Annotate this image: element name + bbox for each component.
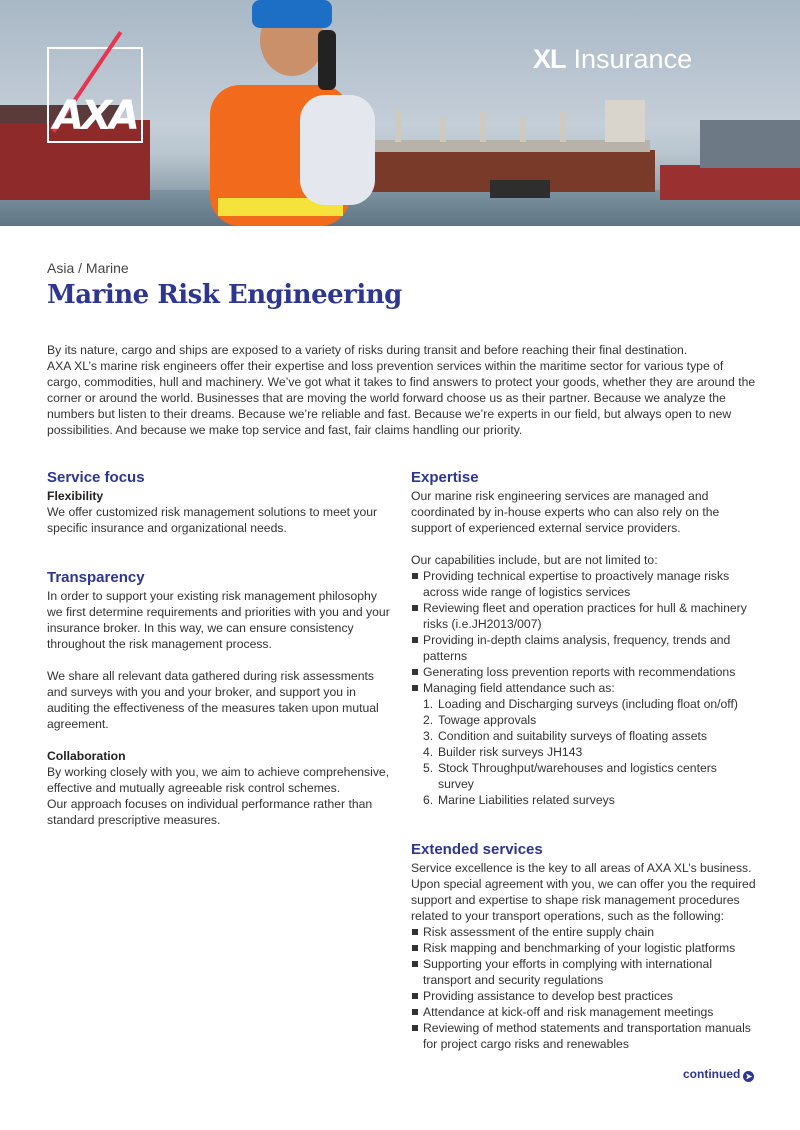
list-item: Reviewing of method statements and transportation manuals for project cargo risks and renewables xyxy=(423,1020,756,1052)
list-item xyxy=(423,728,756,744)
list-number: 4. xyxy=(423,745,434,759)
list-text: Condition and suitability surveys of floating assets xyxy=(438,729,707,743)
intro-paragraph: AXA XL’s marine risk engineers offer their expertise and loss prevention services within the maritime sector for various type of cargo, commodities, hull and machinery. We’ve got what it takes to find answers to protect your goods, whether they are around the corner or around the world. Businesses that are moving the world forward choose us as their partner. Because we analyze the numbers but listen to their dreams. Because we’re reliable and fast. Because we’re experts in our field, but always open to new possibilities. And because we make top service and fast, fair claims handling our priority. xyxy=(47,359,756,438)
transparency-text-2: We share all relevant data gathered during risk assessments and surveys with you and your broker, and support you in auditing the effectiveness of the measures taken upon mutual agreement. xyxy=(47,669,379,731)
list-item xyxy=(423,744,756,760)
list-item: Reviewing fleet and operation practices for hull & machinery risks (i.e.JH2013/007) xyxy=(423,600,756,632)
arrow-right-icon: ➤ xyxy=(743,1071,754,1082)
expertise-heading: Expertise xyxy=(411,469,479,486)
list-number: 2. xyxy=(423,713,434,727)
service-focus-heading: Service focus xyxy=(47,469,145,486)
hero-banner xyxy=(0,0,800,226)
list-text: Loading and Discharging surveys (including float on/off) xyxy=(438,697,738,711)
xl-insurance-logo xyxy=(533,44,692,75)
capabilities-list xyxy=(411,568,756,696)
list-number: 6. xyxy=(423,793,434,807)
xl-logo-mark: XL xyxy=(533,44,566,74)
list-item: Risk mapping and benchmarking of your logistic platforms xyxy=(423,940,756,956)
collaboration-text-2: Our approach focuses on individual performance rather than standard prescriptive measures. xyxy=(47,797,373,827)
list-item xyxy=(423,760,756,792)
list-number: 3. xyxy=(423,729,434,743)
intro-text xyxy=(47,342,757,439)
list-item: Providing in-depth claims analysis, frequency, trends and patterns xyxy=(423,632,756,664)
collaboration-text-1: By working closely with you, we aim to achieve comprehensive, effective and mutually agreeable risk control schemes. xyxy=(47,765,390,795)
list-item: Supporting your efforts in complying with international transport and security regulations xyxy=(423,956,756,988)
list-item: Providing technical expertise to proactively manage risks across wide range of logistics services xyxy=(423,568,756,600)
expertise-text: Our marine risk engineering services are managed and coordinated by in-house experts who can also rely on the support of experienced external service providers. xyxy=(411,489,720,535)
continued-label: continued xyxy=(683,1067,741,1081)
transparency-heading: Transparency xyxy=(47,569,145,586)
extended-services-heading: Extended services xyxy=(411,841,543,858)
list-item: Risk assessment of the entire supply chain xyxy=(423,924,756,940)
list-item: Managing field attendance such as: xyxy=(423,680,756,696)
collaboration-subheading: Collaboration xyxy=(47,749,126,763)
list-item: Providing assistance to develop best practices xyxy=(423,988,756,1004)
flexibility-subheading: Flexibility xyxy=(47,489,104,503)
intro-paragraph: By its nature, cargo and ships are exposed to a variety of risks during transit and before reaching their final destination. xyxy=(47,343,688,357)
list-number: 1. xyxy=(423,697,434,711)
field-attendance-list xyxy=(411,696,756,808)
list-item xyxy=(423,712,756,728)
continued-link[interactable] xyxy=(683,1067,754,1082)
section-path: Asia / Marine xyxy=(47,260,129,276)
list-text: Marine Liabilities related surveys xyxy=(438,793,615,807)
extended-services-list xyxy=(411,924,756,1052)
list-text: Towage approvals xyxy=(438,713,537,727)
list-item xyxy=(423,792,756,808)
list-item: Attendance at kick-off and risk management meetings xyxy=(423,1004,756,1020)
xl-logo-text: Insurance xyxy=(573,44,693,74)
list-item: Generating loss prevention reports with recommendations xyxy=(423,664,756,680)
axa-logo xyxy=(47,47,143,143)
left-column xyxy=(47,468,392,828)
flexibility-text: We offer customized risk management solutions to meet your specific insurance and organizational needs. xyxy=(47,505,378,535)
transparency-text-1: In order to support your existing risk management philosophy we first determine requirements and priorities with you and your insurance broker. In this way, we can ensure consistency throughout the risk management process. xyxy=(47,589,390,651)
page-title: Marine Risk Engineering xyxy=(47,280,402,310)
list-item xyxy=(423,696,756,712)
axa-logo-text: AXA xyxy=(53,93,137,139)
list-number: 5. xyxy=(423,761,434,775)
right-column xyxy=(411,468,756,1052)
list-text: Stock Throughput/warehouses and logistics centers survey xyxy=(438,761,717,791)
list-text: Builder risk surveys JH143 xyxy=(438,745,583,759)
capabilities-intro: Our capabilities include, but are not limited to: xyxy=(411,553,658,567)
extended-services-text: Service excellence is the key to all areas of AXA XL’s business. Upon special agreement with you, we can offer you the required support and expertise to shape risk management procedures related to your transport operations, such as the following: xyxy=(411,861,756,923)
